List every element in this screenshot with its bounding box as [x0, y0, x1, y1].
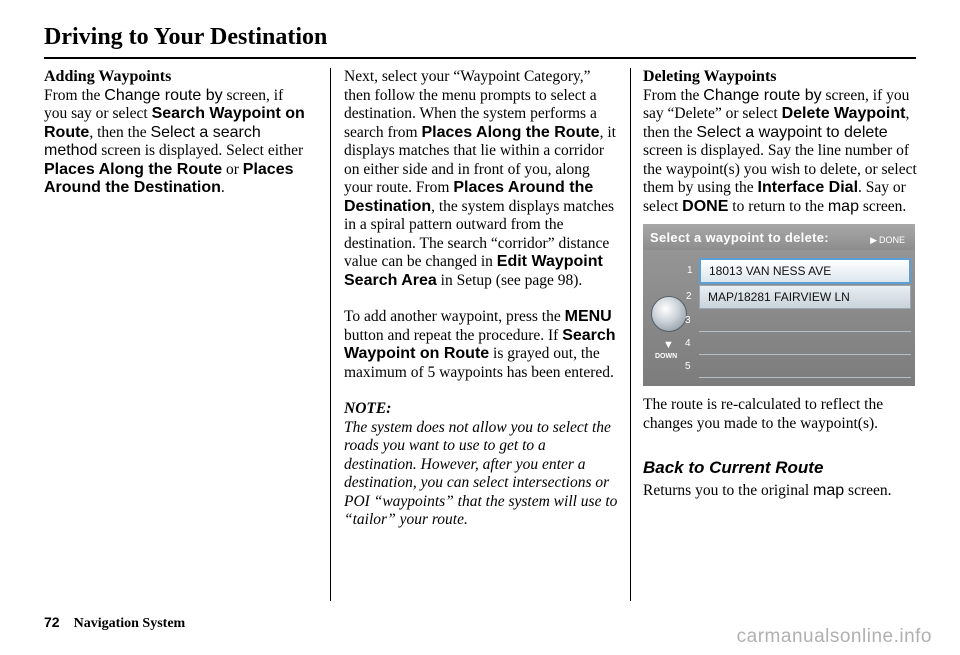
column-divider-1 — [330, 68, 331, 601]
page-title: Driving to Your Destination — [44, 24, 328, 50]
footer-label: Navigation System — [73, 616, 186, 631]
waypoint-row-5[interactable]: 5 — [699, 356, 911, 378]
column-middle — [344, 68, 618, 530]
waypoint-row-3[interactable]: 3 — [699, 310, 911, 332]
page-number: 72 — [44, 614, 60, 630]
page-footer — [44, 614, 185, 632]
waypoint-row-1[interactable]: 1 18013 VAN NESS AVE — [699, 258, 911, 284]
waypoint-list — [685, 258, 911, 379]
down-label: DOWN — [655, 353, 678, 360]
title-rule — [44, 57, 916, 59]
deleting-waypoints-heading: Deleting Waypoints — [643, 68, 777, 85]
interface-dial-icon — [651, 296, 687, 332]
back-to-current-route-heading: Back to Current Route — [643, 458, 824, 477]
back-to-current-route-text: Returns you to the original map screen. — [643, 481, 892, 499]
screen-title: Select a waypoint to delete: — [650, 230, 829, 245]
play-icon: ▶ — [870, 235, 877, 245]
down-arrow-icon: ▼ — [663, 339, 674, 351]
adding-waypoints-text: From the Change route by screen, if you say or select Search Waypoint on Route, then the Select a search method screen is displayed. Select either Places Along the Route or Places Around the Destination. — [44, 86, 305, 196]
column-right — [643, 68, 919, 500]
watermark: carmanualsonline.info — [736, 626, 932, 647]
recalculated-text: The route is re-calculated to reflect the changes you made to the waypoint(s). — [643, 396, 884, 432]
column-divider-2 — [630, 68, 631, 601]
delete-waypoint-screenshot — [643, 224, 915, 386]
column-left — [44, 68, 306, 198]
waypoint-row-2[interactable]: 2 MAP/18281 FAIRVIEW LN — [699, 285, 911, 309]
waypoint-row-4[interactable]: 4 — [699, 333, 911, 355]
deleting-waypoints-text: From the Change route by screen, if you say “Delete” or select Delete Waypoint, then the Select a waypoint to delete screen is displayed. Say the line number of the waypoint(s) you wish to delete, or select them by using the Interface Dial. Say or select DONE to return to the map screen. — [643, 86, 917, 215]
add-another-waypoint-text: To add another waypoint, press the MENU button and repeat the procedure. If Search Waypoint on Route is grayed out, the maximum of 5 waypoints has been entered. — [344, 308, 616, 381]
note-text: The system does not allow you to select the roads you want to use to get to a destination. However, after you enter a destination, you can select intersections or POI “waypoints” that the system will use to “tailor” your route. — [344, 418, 618, 528]
waypoint-category-text: Next, select your “Waypoint Category,” then follow the menu prompts to select a destination. When the system performs a search from Places Along the Route, it displays matches that lie within a corridor on either side and in front of you, along your route. From Places Around the Destination, the system displays matches in a spiral pattern outward from the destination. The search “corridor” distance value can be changed in Edit Waypoint Search Area in Setup (see page 98). — [344, 68, 616, 289]
done-button[interactable]: ▶ DONE — [870, 235, 905, 245]
note-label: NOTE: — [344, 400, 392, 417]
adding-waypoints-heading: Adding Waypoints — [44, 68, 172, 85]
